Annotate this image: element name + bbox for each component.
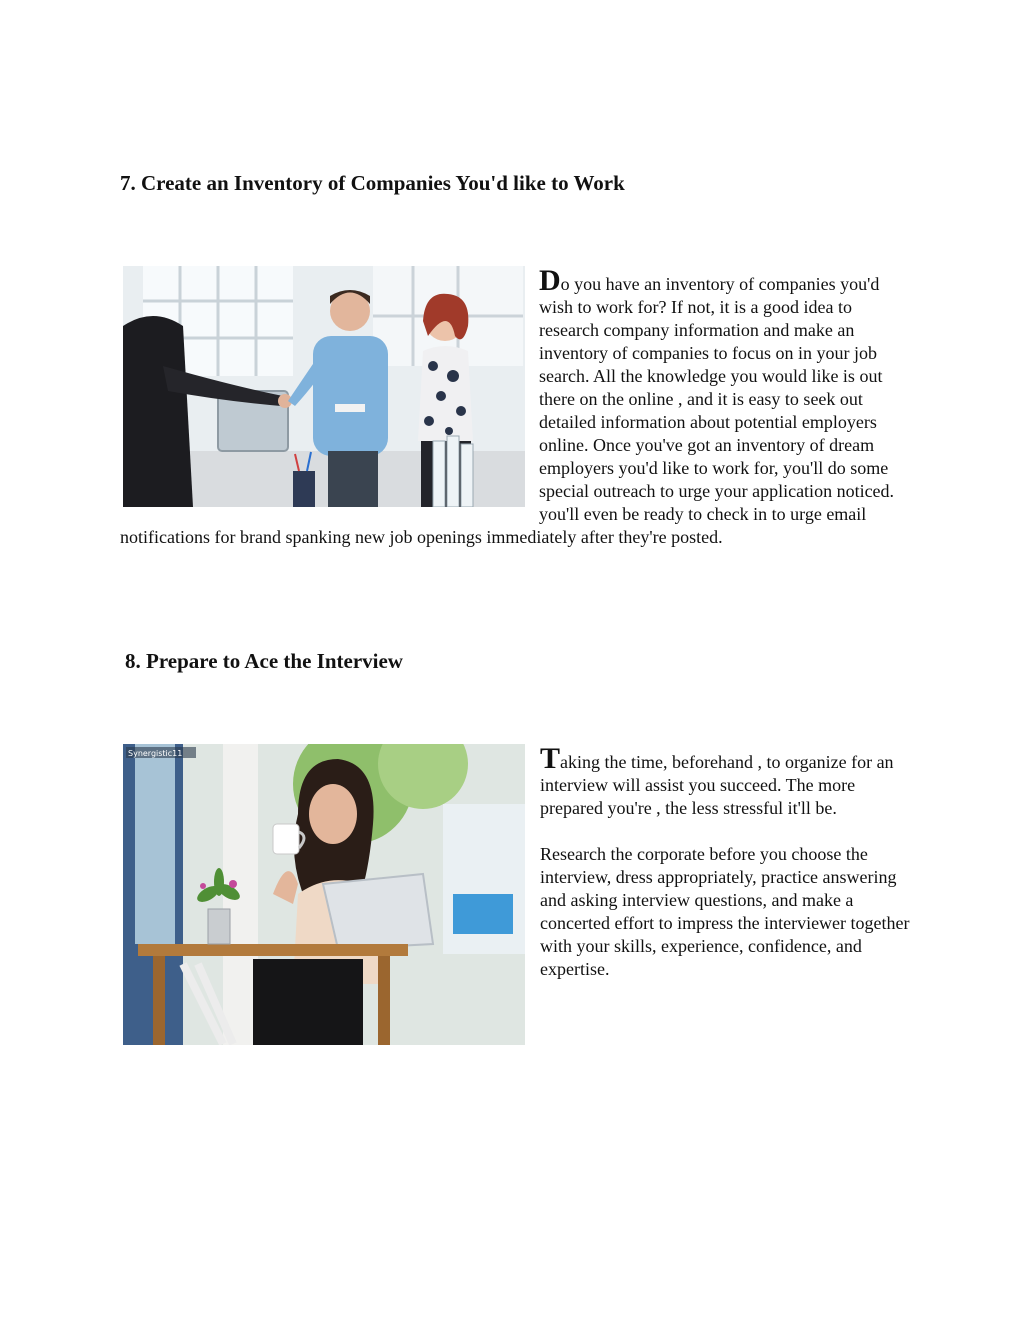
section-8-body [540,742,910,1004]
section-7-dropcap: D [539,264,561,297]
section-8-heading: 8. Prepare to Ace the Interview [125,649,403,673]
section-8-paragraph-1-text: aking the time, beforehand , to organize for an interview will assist you succeed. The more prepared you're , the less stressful it'll be. [540,752,894,818]
section-7-heading: 7. Create an Inventory of Companies You'd like to Work [120,171,625,195]
section-8-dropcap: T [540,742,561,775]
section-7-paragraph: o you have an inventory of companies you'd wish to work for? If not, it is a good idea to research company information and make an inventory of companies to focus on in your job search. All the knowledge you would like is out there on the online , and it is easy to seek out detailed information about potential employers online. Once you've got an inventory of dream employers you'd like to work for, you'll do some special outreach to urge your application noticed. you'll even be ready to check in to urge email notifications for brand spanking new job openings immediately after they're posted. [120,274,895,547]
woman-coffee-laptop-photo [123,744,525,1045]
photo-watermark: Synergistic11 [128,749,183,758]
section-8-paragraph-1 [540,742,910,820]
section-8-paragraph-2: Research the corporate before you choose the interview, dress appropriately, practice answering and asking interview questions, and make a concerted effort to impress the interviewer together with your skills, experience, confidence, and expertise. [540,844,910,979]
image-float-spacer [120,269,539,505]
section-7-body [120,264,910,549]
